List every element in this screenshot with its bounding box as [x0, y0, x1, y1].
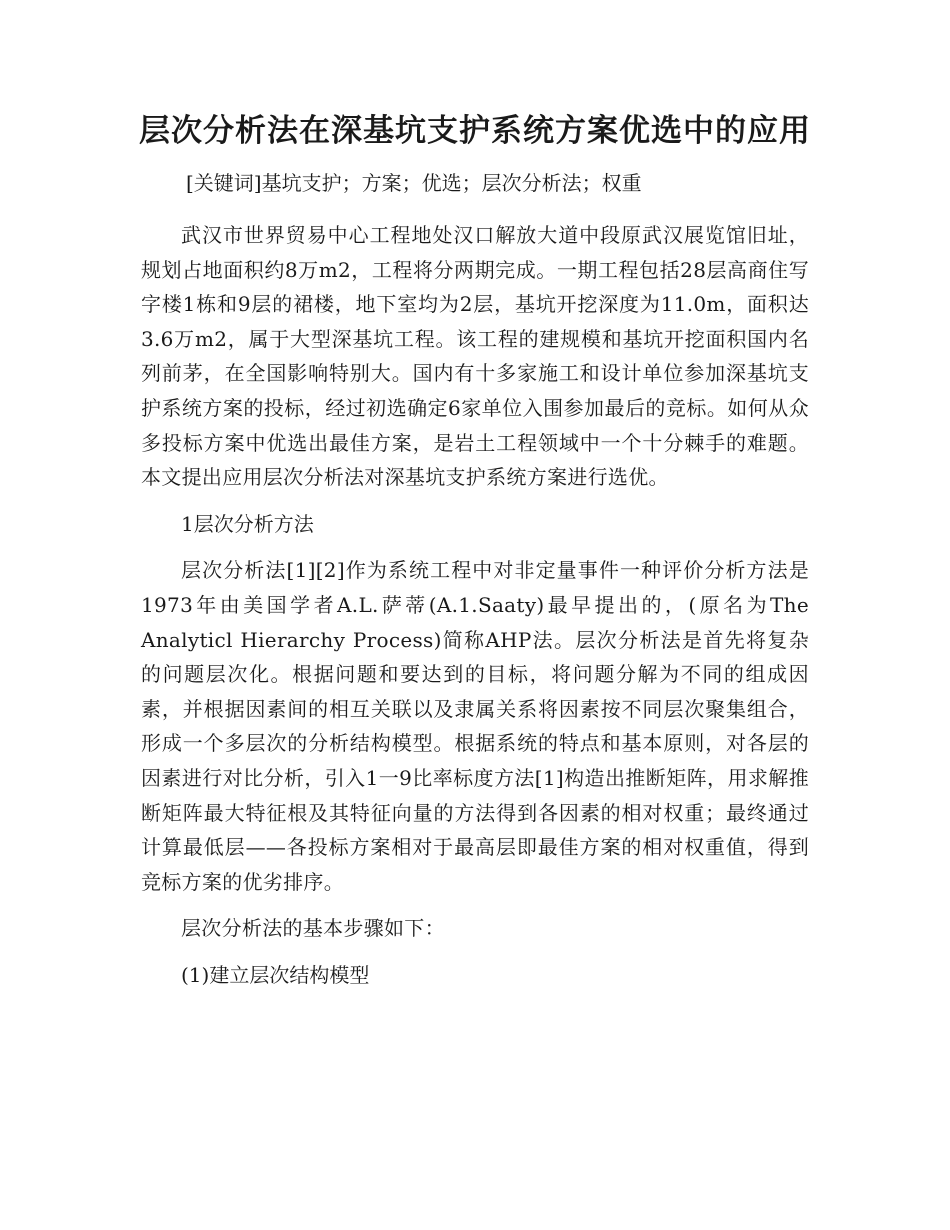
document-body: [141, 218, 809, 1004]
steps-intro-paragraph: 层次分析法的基本步骤如下：: [181, 916, 445, 941]
step-1-heading: (1)建立层次结构模型: [181, 962, 370, 987]
intro-paragraph: 武汉市世界贸易中心工程地处汉口解放大道中段原武汉展览馆旧址，规划占地面积约8万m2，工程将分两期完成。一期工程包括28层高商住写字楼1栋和9层的裙楼，地下室均为2层，基坑开挖深度为11.0m，面积达3.6万m2，属于大型深基坑工程。该工程的建规模和基坑开挖面积国内名列前茅，在全国影响特别大。国内有十多家施工和设计单位参加深基坑支护系统方案的投标，经过初选确定6家单位入围参加最后的竞标。如何从众多投标方案中优选出最佳方案，是岩土工程领域中一个十分棘手的难题。本文提出应用层次分析法对深基坑支护系统方案进行选优。: [141, 223, 809, 490]
section-heading: 1层次分析方法: [181, 511, 314, 536]
ahp-description-paragraph: 层次分析法[1][2]作为系统工程中对非定量事件一种评价分析方法是1973年由美国学者A.L.萨蒂(A.1.Saaty)最早提出的，(原名为The Analyticl Hierarchy Process)简称AHP法。层次分析法是首先将复杂的问题层次化。根据问题和要达到的目标，将问题分解为不同的组成因素，并根据因素间的相互关联以及隶属关系将因素按不同层次聚集组合，形成一个多层次的分析结构模型。根据系统的特点和基本原则，对各层的因素进行对比分析，引入1一9比率标度方法[1]构造出推断矩阵，用求解推断矩阵最大特征根及其特征向量的方法得到各因素的相对权重；最终通过计算最低层——各投标方案相对于最高层即最佳方案的相对权重值，得到竞标方案的优劣排序。: [141, 558, 809, 894]
keywords-line: [关键词]基坑支护；方案；优选；层次分析法；权重: [186, 171, 642, 195]
document-title: 层次分析法在深基坑支护系统方案优选中的应用: [139, 113, 811, 149]
